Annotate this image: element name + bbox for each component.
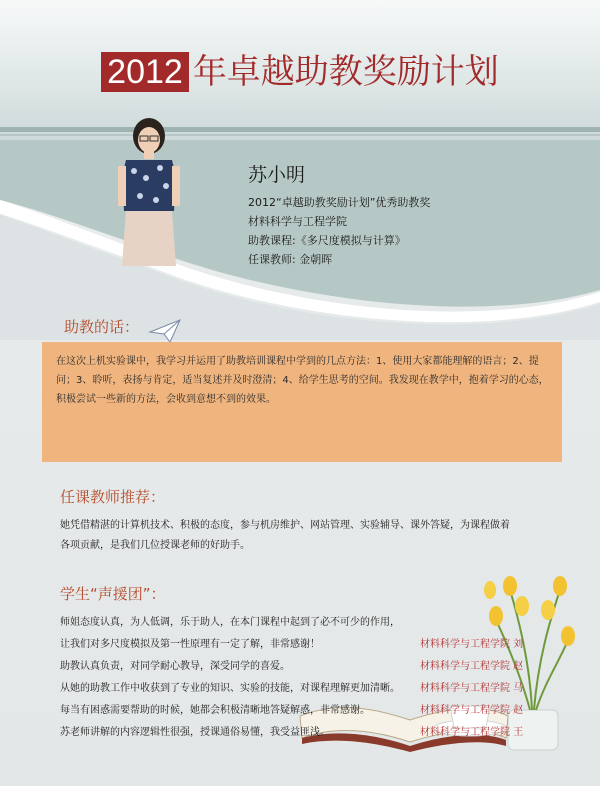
profile-award: 2012“卓越助教奖励计划”优秀助教奖 <box>248 196 431 209</box>
profile-photo <box>112 116 186 266</box>
profile-teacher: 任课教师: 金朝晖 <box>248 253 333 266</box>
student-credit: 材料科学与工程学院 刘 <box>420 639 524 650</box>
teacher-recommendation-heading: 任课教师推荐： <box>60 488 166 506</box>
student-comment: 师姐态度认真，为人低调，乐于助人，在本门课程中起到了必不可少的作用， <box>60 617 400 628</box>
header-stripe <box>0 127 600 132</box>
student-credit: 材料科学与工程学院 马 <box>420 683 524 694</box>
ta-words-text: 在这次上机实验课中，我学习并运用了助教培训课程中学到的几点方法：1、使用大家都能理解的语言；2、提问；3、聆听，表扬与肯定，适当复述并及时澄清；4、给学生思考的空间。我发现在教学中，抱着学习的心态，积极尝试一些新的方法，会收到意想不到的效果。 <box>56 356 549 405</box>
student-comment: 让我们对多尺度模拟及第一性原理有一定了解，非常感谢！ <box>60 639 320 650</box>
student-credit: 材料科学与工程学院 赵 <box>420 705 524 716</box>
student-comment: 苏老师讲解的内容逻辑性很强，授课通俗易懂，我受益匪浅。 <box>60 727 330 738</box>
ta-words-heading: 助教的话： <box>64 318 140 336</box>
page-title <box>0 52 600 92</box>
teacher-recommendation-line: 她凭借精湛的计算机技术、积极的态度，参与机房维护、网站管理、实验辅导、课外答疑，为课程做着 <box>60 520 510 531</box>
title-year: 2012 <box>101 52 189 92</box>
title-text: 年卓越助教奖励计划 <box>192 52 499 92</box>
profile-school: 材料科学与工程学院 <box>248 215 347 228</box>
profile-name: 苏小明 <box>248 164 306 186</box>
student-comment: 从她的助教工作中收获到了专业的知识、实验的技能，对课程理解更加清晰。 <box>60 683 400 694</box>
students-heading: 学生“声援团”： <box>60 585 166 603</box>
teacher-recommendation-line: 各项贡献，是我们几位授课老师的好助手。 <box>60 540 250 551</box>
header-stripe-thin <box>0 134 600 136</box>
student-credit: 材料科学与工程学院 赵 <box>420 661 524 672</box>
student-comment: 每当有困惑需要帮助的时候，她都会积极清晰地答疑解惑，非常感谢。 <box>60 705 370 716</box>
student-comment: 助教认真负责，对同学耐心教导，深受同学的喜爱。 <box>60 661 290 672</box>
student-credit: 材料科学与工程学院 王 <box>420 727 524 738</box>
paper-plane-icon <box>148 318 182 344</box>
profile-course: 助教课程:《多尺度模拟与计算》 <box>248 234 406 247</box>
